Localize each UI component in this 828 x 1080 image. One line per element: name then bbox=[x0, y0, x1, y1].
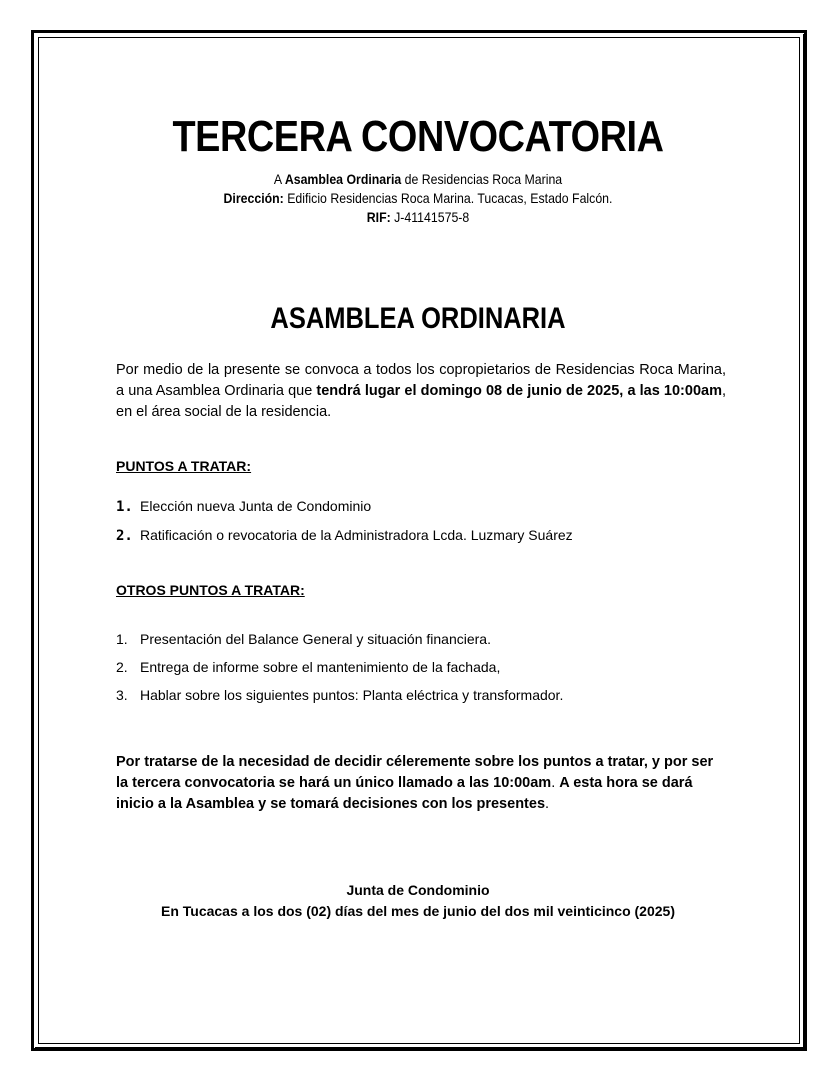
header-line-address: Dirección: Edificio Residencias Roca Marina. Tucacas, Estado Falcón. bbox=[223, 190, 613, 206]
signature-line-date: En Tucacas a los dos (02) días del mes de junio del dos mil veinticinco (2025) bbox=[160, 903, 675, 919]
document-header-info bbox=[0, 170, 828, 227]
otros-heading: OTROS PUNTOS A TRATAR: bbox=[116, 582, 305, 598]
page-border-shadow-bottom bbox=[35, 1047, 806, 1050]
otros-list bbox=[116, 625, 726, 709]
puntos-heading: PUNTOS A TRATAR: bbox=[116, 458, 252, 474]
document-title: TERCERA CONVOCATORIA bbox=[172, 112, 664, 161]
assembly-subtitle: ASAMBLEA ORDINARIA bbox=[270, 302, 566, 335]
list-item: 2. Entrega de informe sobre el mantenimiento de la fachada, bbox=[116, 659, 501, 675]
list-item: 1. Elección nueva Junta de Condominio bbox=[116, 498, 372, 515]
notice-paragraph: Por tratarse de la necesidad de decidir céleremente sobre los puntos a tratar, y por ser la tercera convocatoria se hará un único llamado a las 10:00am. A esta hora se dará inicio a la Asamblea y se tomará decisiones con los presentes. bbox=[116, 754, 714, 812]
header-line-rif: RIF: J-41141575-8 bbox=[366, 209, 470, 225]
header-line-assembly: A Asamblea Ordinaria de Residencias Roca Marina bbox=[273, 171, 563, 187]
intro-paragraph: Por medio de la presente se convoca a todos los copropietarios de Residencias Roca Marina, a una Asamblea Ordinaria que tendrá lugar el domingo 08 de junio de 2025, a las 10:00am, en el área social de la residencia. bbox=[116, 362, 727, 420]
puntos-list bbox=[116, 492, 726, 550]
list-item: 2. Ratificación o revocatoria de la Administradora Lcda. Luzmary Suárez bbox=[116, 527, 573, 544]
signature-block bbox=[0, 880, 828, 922]
list-item: 3. Hablar sobre los siguientes puntos: Planta eléctrica y transformador. bbox=[116, 687, 564, 703]
signature-line-board: Junta de Condominio bbox=[346, 882, 490, 898]
list-item: 1. Presentación del Balance General y situación financiera. bbox=[116, 631, 491, 647]
